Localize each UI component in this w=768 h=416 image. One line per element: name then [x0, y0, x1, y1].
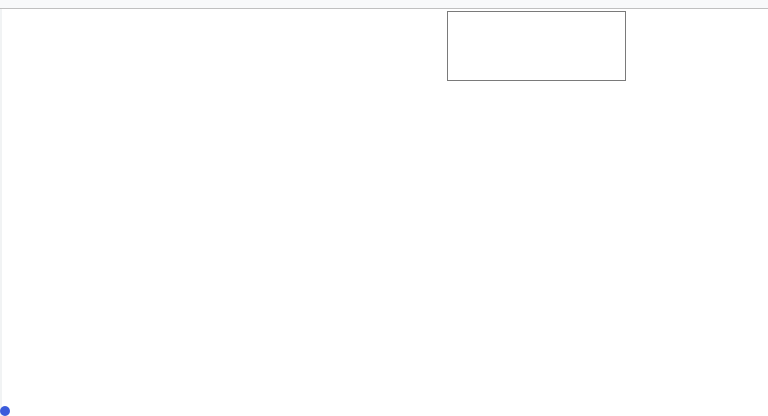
row-header-gutter[interactable] — [0, 9, 2, 416]
column-header-bar — [0, 0, 768, 9]
homebase-promo-box — [447, 11, 626, 81]
explore-button[interactable] — [0, 406, 10, 416]
